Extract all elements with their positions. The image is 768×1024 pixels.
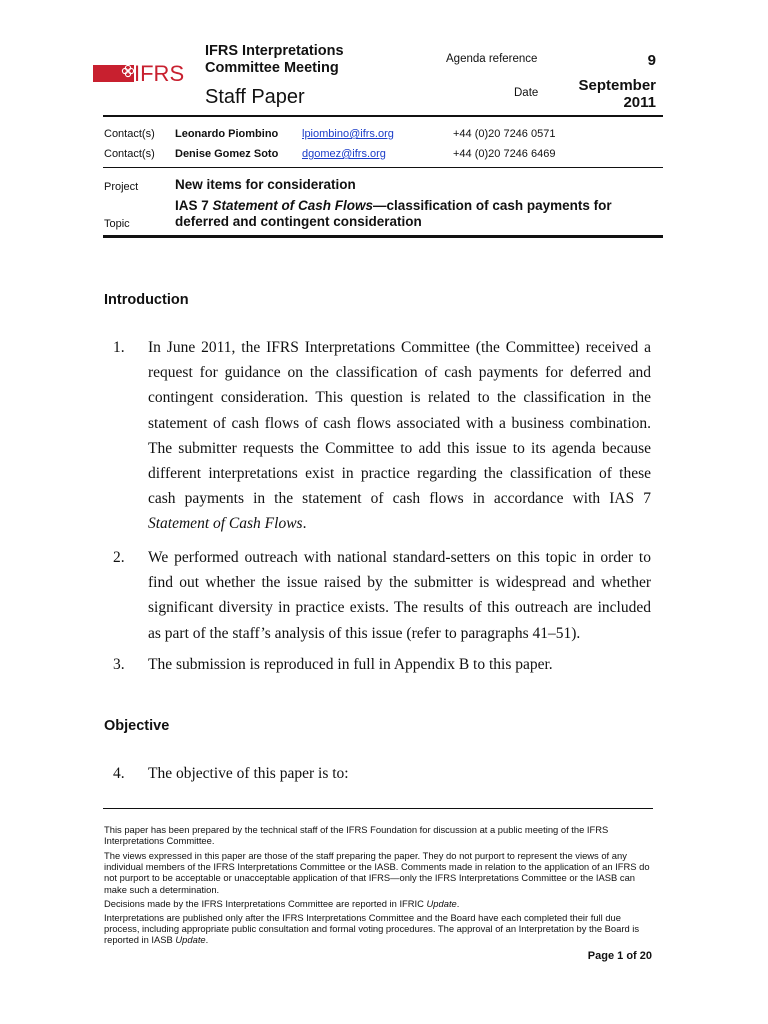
topic-value xyxy=(175,198,655,230)
date-month: September xyxy=(578,77,656,94)
topic-prefix: IAS 7 xyxy=(175,198,213,213)
footer-divider xyxy=(103,808,653,809)
topic-standard-title: Statement of Cash Flows xyxy=(212,198,374,213)
agenda-reference-label: Agenda reference xyxy=(446,53,538,65)
paragraph-4: The objective of this paper is to: xyxy=(148,765,349,782)
footer-note-3-text: Decisions made by the IFRS Interpretations Committee are reported in IFRIC xyxy=(104,898,427,909)
introduction-heading: Introduction xyxy=(104,292,189,308)
paragraph-1 xyxy=(148,335,651,537)
page-number: Page 1 of 20 xyxy=(587,950,652,962)
project-value: New items for consideration xyxy=(175,177,356,192)
ifrs-logo xyxy=(93,62,189,86)
date-value xyxy=(540,77,656,111)
footer-note-3-italic: Update xyxy=(426,898,457,909)
date-year: 2011 xyxy=(623,94,656,111)
paragraph-number: 2. xyxy=(113,549,125,566)
date-label: Date xyxy=(514,87,539,99)
paragraph-1-end: . xyxy=(302,515,307,533)
committee-line-2: Committee Meeting xyxy=(205,60,339,76)
footer-note-3-end: . xyxy=(456,898,460,909)
footer-note-4-text: Interpretations are published only after the IFRS Interpretations Committee and the Board have each completed their full due process, including appropriate public consultation and formal voting procedures. The approval of an Interpretation by the Board is reported in IASB xyxy=(104,912,640,946)
topic-label: Topic xyxy=(104,218,130,230)
topic-divider xyxy=(103,235,663,238)
paragraph-2: We performed outreach with national standard-setters on this topic in order to find out whether the issue raised by the submitter is widespread and whether significant diversity in practice exists. The results of this outreach are included as part of the staff’s analysis of this issue (refer to paragraphs 41–51). xyxy=(148,549,651,642)
objective-heading: Objective xyxy=(104,718,170,734)
logo-text: IFRS xyxy=(134,61,185,86)
paragraph-number: 1. xyxy=(113,339,125,356)
contact-label: Contact(s) xyxy=(104,128,155,140)
contact-name: Leonardo Piombino xyxy=(175,128,279,140)
paragraph-number: 3. xyxy=(113,656,125,673)
contact-phone: +44 (0)20 7246 6469 xyxy=(453,148,556,160)
committee-title xyxy=(205,43,344,77)
committee-line-1: IFRS Interpretations xyxy=(205,43,344,59)
contact-email-link[interactable]: lpiombino@ifrs.org xyxy=(302,128,394,140)
paragraph-3: The submission is reproduced in full in Appendix B to this paper. xyxy=(148,656,553,673)
paper-type: Staff Paper xyxy=(205,86,305,108)
contact-label: Contact(s) xyxy=(104,148,155,160)
paragraph-number: 4. xyxy=(113,765,125,782)
contact-name: Denise Gomez Soto xyxy=(175,148,279,160)
flower-icon xyxy=(121,64,135,78)
footer-note-4 xyxy=(104,912,656,946)
project-label: Project xyxy=(104,181,139,193)
contact-phone: +44 (0)20 7246 0571 xyxy=(453,128,556,140)
footer-note-4-end: . xyxy=(205,934,209,946)
footer-note-3 xyxy=(104,898,656,909)
paragraph-1-text: In June 2011, the IFRS Interpretations Committee (the Committee) received a request for guidance on the classification of cash payments for deferred and contingent consideration. This question is related to the classification in the statement of cash flows of cash flows associated with a business combination. The submitter requests the Committee to add this issue to its agenda because different interpretations exist in practice regarding the classification of these cash payments in the statement of cash flows in accordance with IAS 7 xyxy=(148,339,651,508)
footer-note-1: This paper has been prepared by the technical staff of the IFRS Foundation for discussion at a public meeting of the IFRS Interpretations Committee. xyxy=(104,824,609,847)
paragraph-1-standard: Statement of Cash Flows xyxy=(148,515,303,533)
contact-email-link[interactable]: dgomez@ifrs.org xyxy=(302,148,386,160)
contacts-divider xyxy=(103,167,663,168)
topic-line-2: deferred and contingent consideration xyxy=(175,214,422,229)
topic-rest: —classification of cash payments for xyxy=(373,198,612,213)
agenda-reference-value: 9 xyxy=(647,52,656,69)
header-divider xyxy=(103,115,663,117)
footer-note-2: The views expressed in this paper are those of the staff preparing the paper. They do not purport to represent the views of any individual members of the IFRS Interpretations Committee or the IASB. Comments made in relation to the application of an IFRS do not purport to be acceptable or unacceptable application of that IFRS—only the IFRS Interpretations Committee or the IASB can make such a determination. xyxy=(104,850,650,895)
footer-note-4-italic: Update xyxy=(175,934,206,946)
